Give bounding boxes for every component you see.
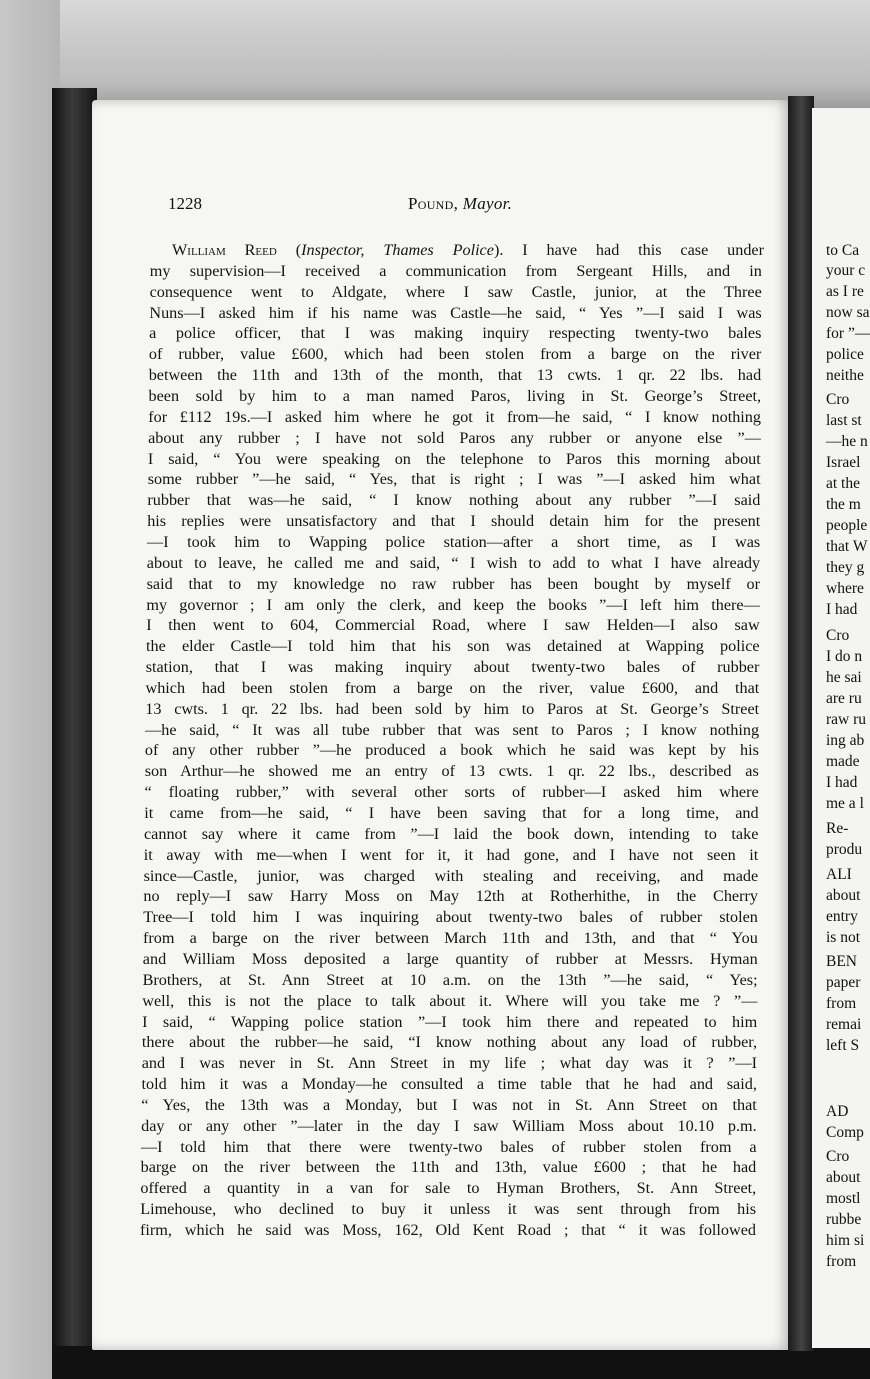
facing-page-fragment: Cro: [826, 627, 850, 644]
facing-page-fragment: ALI: [826, 866, 852, 883]
facing-page-fragment: I do n: [826, 648, 863, 665]
text-line: for £112 19s.—I asked him where he got it from—he said, “ I know nothing: [148, 407, 761, 426]
text-line: barge on the river between the 11th and 13th, value £600 ; that he had: [140, 1158, 757, 1177]
text-line: rubber that was—he said, “ I know nothing about any rubber ”—I said: [147, 491, 761, 510]
facing-page-fragment: Re-: [826, 820, 849, 837]
facing-page-fragment: produ: [826, 841, 863, 858]
facing-page-fragment: they g: [826, 559, 865, 576]
speaker-paren-open: (: [276, 241, 302, 259]
facing-page-fragment: I had: [826, 601, 858, 618]
text-line: my supervision—I received a communication from Sergeant Hills, and in: [149, 261, 762, 280]
facing-page-fragment: left S: [826, 1037, 860, 1054]
facing-page-fragment: now sa: [826, 304, 870, 321]
facing-page-fragment: police: [826, 346, 864, 363]
text-line: been sold by him to a man named Paros, living in St. George’s Street,: [148, 387, 762, 405]
text-line: of rubber, value £600, which had been stolen from a barge on the river: [148, 345, 762, 364]
text-line: a police officer, that I was making inquiry respecting twenty-two bales: [149, 324, 762, 343]
text-line: 13 cwts. 1 qr. 22 lbs. had been sold by him to Paros at St. George’s Street: [145, 699, 760, 718]
facing-page-fragment: paper: [826, 974, 861, 991]
facing-page-fragment: from: [826, 995, 857, 1012]
text-line: —I took him to Wapping police station—after a short time, as I was: [147, 532, 761, 551]
text-line: day or any other ”—later in the day I saw William Moss about 10.10 p.m.: [141, 1116, 757, 1135]
facing-page-fragment: Cro: [826, 391, 850, 408]
text-line: station, that I was making inquiry about twenty-two bales of rubber: [145, 658, 760, 676]
facing-page-fragment: the m: [826, 496, 861, 513]
text-line: no reply—I saw Harry Moss on May 12th at Rotherhithe, in the Cherry: [143, 887, 758, 906]
text-line: “ floating rubber,” with several other sorts of rubber—I asked him where: [144, 783, 759, 802]
facing-page-fragment: I had: [826, 774, 858, 791]
text-line: his replies were unsatisfactory and that I should detain him for the present: [147, 512, 761, 531]
text-line: from a barge on the river between March 11th and 13th, and that “ You: [143, 929, 758, 948]
speaker-name: William Reed: [172, 241, 277, 259]
text-line: well, this is not the place to talk about it. Where will you take me ? ”—: [142, 991, 758, 1010]
facing-page-fragment: Comp: [826, 1124, 864, 1141]
text-line: there about the rubber—he said, “I know nothing about any load of rubber,: [141, 1033, 758, 1052]
facing-page-fragment: remai: [826, 1016, 862, 1033]
text-line: said that to my knowledge no raw rubber has been bought by myself or: [146, 574, 760, 593]
facing-page-fragment: entry: [826, 908, 858, 925]
facing-page-fragment: ing ab: [826, 732, 865, 749]
text-line: it away with me—when I went for it, it had gone, and I have not seen it: [143, 845, 759, 864]
text-line: which had been stolen from a barge on the river, value £600, and that: [145, 678, 760, 697]
text-line: I said, “ You were speaking on the telephone to Paros this morning about: [147, 449, 761, 468]
facing-page-fragment: to Ca: [826, 242, 860, 259]
text-line: firm, which he said was Moss, 162, Old Kent Road ; that “ it was followed: [140, 1221, 756, 1239]
text-line: my governor ; I am only the clerk, and keep the books ”—I left him there—: [146, 595, 760, 614]
running-head-name: Pound,: [408, 194, 459, 213]
running-head-title: Mayor.: [462, 194, 513, 213]
facing-page-fragment: about: [826, 887, 861, 904]
text-line: son Arthur—he showed me an entry of 13 cwts. 1 qr. 22 lbs., described as: [144, 762, 759, 781]
facing-page-fragment: raw ru: [826, 711, 867, 728]
speaker-role: Inspector, Thames Police: [301, 241, 494, 259]
text-line: [172, 240, 764, 260]
facing-page-fragment: —he n: [826, 433, 868, 450]
facing-page-fragment: people: [826, 517, 868, 534]
facing-page-fragment: last st: [826, 412, 862, 429]
text-line: Limehouse, who declined to buy it unless it was sent through from his: [140, 1200, 757, 1219]
facing-page-fragment: where: [826, 580, 864, 597]
text-line: the elder Castle—I told him that his son was detained at Wapping police: [146, 637, 760, 656]
text-line: Nuns—I asked him if his name was Castle—he said, “ Yes ”—I said I was: [149, 303, 762, 322]
text-line: some rubber ”—he said, “ Yes, that is right ; I was ”—I asked him what: [147, 470, 761, 489]
facing-page-fragment: as I re: [826, 283, 864, 300]
text-line: Brothers, at St. Ann Street at 10 a.m. on the 13th ”—he said, “ Yes;: [142, 970, 758, 989]
facing-page-fragment: me a l: [826, 795, 864, 812]
facing-page-fragment: Israel: [826, 454, 861, 471]
text-line: cannot say where it came from ”—I laid the book down, intending to take: [144, 824, 759, 843]
text-line: offered a quantity in a van for sale to Hyman Brothers, St. Ann Street,: [140, 1179, 757, 1198]
text-line: told him it was a Monday—he consulted a time table that he had and said,: [141, 1075, 757, 1093]
facing-page-fragment: he sai: [826, 669, 862, 686]
speaker-paren-close: ).: [493, 241, 504, 259]
facing-page-fragment: is not: [826, 929, 861, 946]
text-line: I then went to 604, Commercial Road, where I saw Helden—I also saw: [146, 616, 760, 635]
text-line: it came from—he said, “ I have been saving that for a long time, and: [144, 804, 759, 822]
text-line: “ Yes, the 13th was a Monday, but I was not in St. Ann Street on that: [141, 1095, 757, 1114]
facing-page-fragment: from: [826, 1253, 857, 1270]
facing-page-fragment: at the: [826, 475, 860, 492]
text-line: consequence went to Aldgate, where I saw Castle, junior, at the Three: [149, 282, 762, 301]
text-line: —he said, “ It was all tube rubber that was sent to Paros ; I know nothing: [145, 720, 760, 739]
text-line: between the 11th and 13th of the month, that 13 cwts. 1 qr. 22 lbs. had: [148, 366, 762, 385]
facing-page-fragment: AD: [826, 1103, 849, 1120]
text-line: and I was never in St. Ann Street in my life ; what day was it ? ”—I: [141, 1054, 757, 1073]
text-line: Tree—I told him I was inquiring about twenty-two bales of rubber stolen: [143, 908, 758, 927]
facing-page-fragment: rubbe: [826, 1211, 862, 1228]
facing-page-fragment: BEN: [826, 953, 857, 970]
page-number: 1228: [168, 194, 202, 213]
facing-page-fragment: made: [826, 753, 860, 770]
facing-page-fragment: for ”—: [826, 325, 870, 342]
facing-page-fragment: him si: [826, 1232, 865, 1249]
facing-page-fragment: neithe: [826, 367, 864, 384]
text-line: —I told him that there were twenty-two bales of rubber stolen from a: [140, 1137, 757, 1156]
text-line: I said, “ Wapping police station ”—I took him there and repeated to him: [142, 1012, 758, 1031]
text-line: about any rubber ; I have not sold Paros any rubber or anyone else ”—: [148, 428, 761, 447]
first-line-text: I have had this case under: [503, 241, 765, 259]
text-line: of any other rubber ”—he produced a book which he said was kept by his: [144, 741, 759, 760]
facing-page-fragment: your c: [826, 262, 866, 279]
facing-page-fragment: that W: [826, 538, 868, 555]
facing-page-fragment: are ru: [826, 690, 862, 707]
facing-page-fragment: Cro: [826, 1148, 850, 1165]
text-line: about to leave, he called me and said, “ I wish to add to what I have already: [146, 553, 761, 572]
text-line: since—Castle, junior, was charged with stealing and receiving, and made: [143, 866, 759, 885]
facing-page-fragment: about: [826, 1169, 861, 1186]
text-line: and William Moss deposited a large quantity of rubber at Messrs. Hyman: [142, 949, 758, 968]
facing-page-fragment: mostl: [826, 1190, 861, 1207]
